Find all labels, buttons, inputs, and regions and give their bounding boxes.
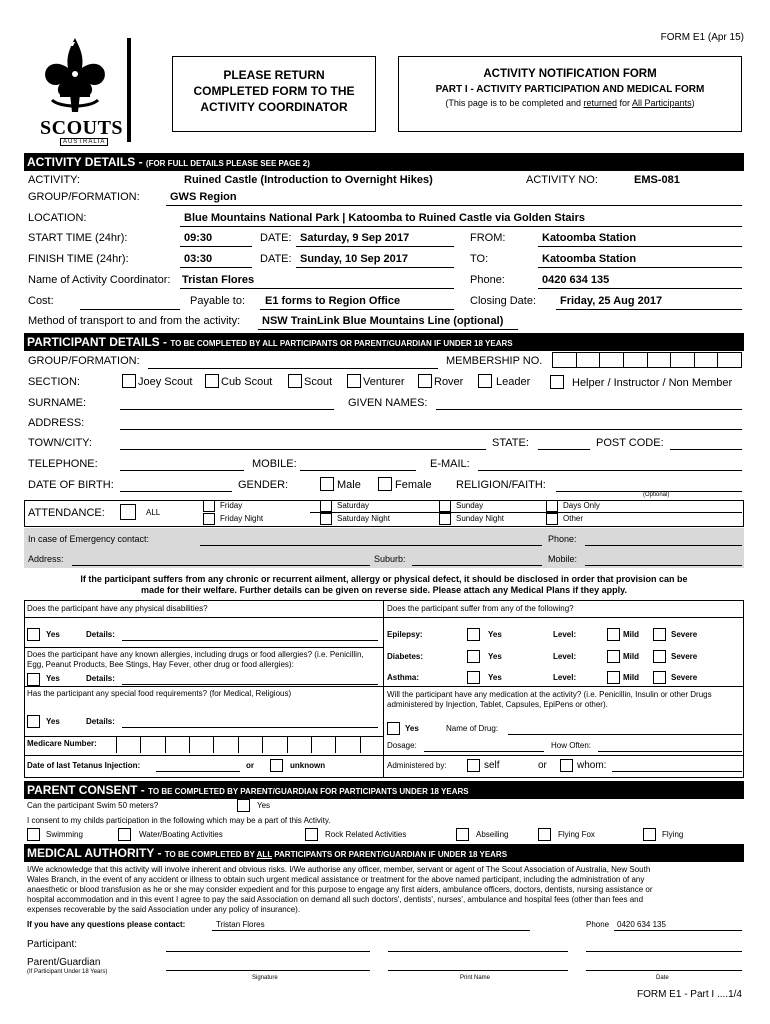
telephone-label: TELEPHONE: — [28, 458, 98, 470]
finish-time-value[interactable]: 03:30 — [184, 253, 213, 265]
questions-phone: 0420 634 135 — [617, 920, 666, 929]
start-date-value[interactable]: Saturday, 9 Sep 2017 — [300, 232, 410, 244]
transport-label: Method of transport to and from the activity: — [28, 315, 241, 327]
closing-date-label: Closing Date: — [470, 295, 537, 307]
diabetes-yes-checkbox[interactable] — [467, 650, 480, 663]
q-allergy: Does the participant have any known allergies, including drugs or food allergies? (i.e. Penicillin, Egg, Peanut Products, Bee Stings, Hay Fever, other drug or food allergies): — [27, 650, 364, 669]
group-label: GROUP/FORMATION: — [28, 191, 140, 203]
diabetes-label: Diabetes: — [387, 652, 424, 661]
parent-consent-heading: PARENT CONSENT - TO BE COMPLETED BY PARENT/GUARDIAN FOR PARTICIPANTS UNDER 18 YEARS — [24, 781, 744, 799]
medical-row-line-3 — [24, 686, 744, 687]
to-value[interactable]: Katoomba Station — [542, 253, 637, 265]
other-checkbox[interactable] — [546, 513, 558, 525]
cub-checkbox[interactable] — [205, 374, 219, 388]
coordinator-value[interactable]: Tristan Flores — [182, 274, 255, 286]
scout-checkbox[interactable] — [288, 374, 302, 388]
activity-no-label: ACTIVITY NO: — [526, 174, 598, 186]
print-name-caption: Print Name — [460, 975, 491, 981]
diabetes-severe-label: Severe — [671, 652, 698, 661]
return-line-3: ACTIVITY COORDINATOR — [200, 100, 348, 114]
disclosure-line-1: If the participant suffers from any chronic or recurrent ailment, allergy or physical defect, it should be disclosed in order that provision can be — [80, 574, 688, 584]
friday-night-label: Friday Night — [220, 514, 264, 523]
q-suffer: Does the participant suffer from any of the following? — [387, 604, 574, 613]
logo-divider — [127, 38, 131, 142]
drug-name-field[interactable] — [508, 734, 742, 735]
page-footer: FORM E1 - Part I ....1/4 — [636, 989, 742, 1000]
form-title: ACTIVITY NOTIFICATION FORM — [483, 68, 657, 80]
swim-yes-checkbox[interactable] — [237, 799, 250, 812]
rover-label: Rover — [434, 376, 464, 388]
swim-question: Can the participant Swim 50 meters? — [27, 801, 159, 810]
parent-date-field[interactable] — [586, 970, 742, 971]
diabetes-level-label: Level: — [553, 652, 577, 661]
medical-authority-heading: MEDICAL AUTHORITY - TO BE COMPLETED BY ALL PARTICIPANTS OR PARENT/GUARDIAN IF UNDER 18 YEARS — [24, 844, 744, 862]
coordinator-line — [180, 288, 454, 289]
emergency-suburb-label: Suburb: — [374, 554, 406, 564]
scout-label: Scout — [304, 376, 333, 388]
dob-label: DATE OF BIRTH: — [28, 479, 114, 491]
authority-text-1: I/We acknowledge that this activity will involve inherent and obvious risks. I/We authorise any officer, member, servant or agent of The Scout Association of Australia, New South — [27, 865, 651, 874]
leader-checkbox[interactable] — [478, 374, 492, 388]
how-often-field[interactable] — [598, 751, 742, 752]
rock-label: Rock Related Activities — [325, 830, 407, 839]
membership-label: MEMBERSHIP NO. — [446, 355, 543, 367]
state-field[interactable] — [538, 449, 590, 450]
attendance-all-label: ALL — [146, 508, 161, 517]
email-label: E-MAIL: — [430, 458, 470, 470]
male-checkbox[interactable] — [320, 477, 334, 491]
friday-night-checkbox[interactable] — [203, 513, 215, 525]
cub-label: Cub Scout — [221, 376, 273, 388]
participant-sign-label: Participant: — [27, 939, 78, 950]
postcode-field[interactable] — [670, 449, 742, 450]
medical-row-line-5 — [24, 755, 744, 756]
attendance-divider — [310, 512, 742, 513]
rover-checkbox[interactable] — [418, 374, 432, 388]
participant-details-heading: PARTICIPANT DETAILS - TO BE COMPLETED BY ALL PARTICIPANTS OR PARENT/GUARDIAN IF UNDER 18 YEARS — [24, 333, 744, 351]
fleur-de-lis-icon — [30, 34, 120, 124]
location-label: LOCATION: — [28, 212, 87, 224]
abseiling-label: Abseiling — [476, 830, 509, 839]
diet-yes-label: Yes — [46, 717, 60, 726]
start-time-line — [180, 246, 252, 247]
postcode-label: POST CODE: — [596, 437, 664, 449]
sunday-night-checkbox[interactable] — [439, 513, 451, 525]
days-only-checkbox[interactable] — [546, 500, 558, 512]
disclosure-line-2: made for their welfare. Further details can be given on reverse side. Please attach any Medical Plans if they apply. — [140, 585, 627, 595]
phone-line — [538, 288, 742, 289]
surname-field[interactable] — [120, 409, 334, 410]
under18-note: (If Participant Under 18 Years) — [27, 969, 108, 975]
tetanus-unknown-label: unknown — [290, 761, 326, 770]
town-field[interactable] — [120, 449, 486, 450]
finish-time-line — [180, 267, 252, 268]
mobile-field[interactable] — [300, 470, 416, 471]
emergency-address-field[interactable] — [72, 565, 370, 566]
cost-label: Cost: — [28, 295, 54, 307]
email-field[interactable] — [478, 470, 742, 471]
emergency-name-field[interactable] — [200, 545, 542, 546]
activity-no-value[interactable]: EMS-081 — [634, 174, 680, 186]
saturday-checkbox[interactable] — [320, 500, 332, 512]
venturer-checkbox[interactable] — [347, 374, 361, 388]
from-value[interactable]: Katoomba Station — [542, 232, 637, 244]
payable-label: Payable to: — [190, 295, 246, 307]
sunday-night-label: Sunday Night — [456, 514, 505, 523]
authority-text-5: expenses recoverable by the said Association under any policy of insurance). — [27, 905, 301, 914]
activity-details-heading: ACTIVITY DETAILS - (FOR FULL DETAILS PLEASE SEE PAGE 2) — [24, 153, 744, 171]
consent-line: I consent to my childs participation in the following which may be a part of this Activity. — [27, 816, 331, 825]
administered-label: Administered by: — [387, 761, 447, 770]
joey-label: Joey Scout — [138, 376, 193, 388]
logo-text: SCOUTS — [40, 117, 124, 139]
medicare-boxes[interactable] — [116, 736, 384, 753]
religion-optional: (Optional) — [643, 492, 670, 498]
q-medication: Will the participant have any medication at the activity? (i.e. Penicillin, Insulin or other Drugs administered by Injection, Tablet, Capsules, EpiPens or other). — [387, 690, 712, 709]
emergency-mobile-label: Mobile: — [548, 554, 578, 564]
payable-line — [260, 309, 454, 310]
q-disability: Does the participant have any physical disabilities? — [27, 604, 208, 613]
administered-or-label: or — [538, 760, 547, 771]
disability-details-field[interactable] — [122, 640, 378, 641]
diet-details-label: Details: — [86, 717, 115, 726]
epilepsy-severe-checkbox[interactable] — [653, 628, 666, 641]
return-line-1: PLEASE RETURN — [223, 68, 325, 82]
disability-yes-label: Yes — [46, 630, 60, 639]
tetanus-or-label: or — [246, 761, 254, 770]
form-id: FORM E1 (Apr 15) — [660, 32, 744, 43]
diabetes-mild-checkbox[interactable] — [607, 650, 620, 663]
asthma-yes-label: Yes — [488, 673, 502, 682]
group-line — [166, 205, 742, 206]
payable-value[interactable]: E1 forms to Region Office — [265, 295, 401, 307]
return-line-2: COMPLETED FORM TO THE — [193, 84, 355, 98]
p-group-field[interactable] — [148, 368, 438, 369]
finish-date-label: DATE: — [260, 253, 292, 265]
form-note: (This page is to be completed and returned for All Participants) — [445, 98, 695, 108]
given-names-field[interactable] — [436, 409, 742, 410]
flying-fox-label: Flying Fox — [558, 830, 595, 839]
flying-fox-checkbox[interactable] — [538, 828, 551, 841]
tetanus-label: Date of last Tetanus Injection: — [27, 761, 141, 770]
saturday-night-checkbox[interactable] — [320, 513, 332, 525]
authority-text-2: Wales Branch, in the event of any accident or illness to obtain such urgent medical assistance or treatment for the above named participant, including the administration of any — [27, 875, 645, 884]
saturday-night-label: Saturday Night — [337, 514, 390, 523]
emergency-phone-label: Phone: — [548, 534, 577, 544]
parent-sign-label: Parent/Guardian — [27, 957, 101, 968]
tetanus-unknown-checkbox[interactable] — [270, 759, 283, 772]
sunday-label: Sunday — [456, 501, 484, 510]
swimming-checkbox[interactable] — [27, 828, 40, 841]
medical-row-line-2 — [24, 647, 384, 648]
friday-label: Friday — [220, 501, 243, 510]
authority-text-3: anaesthetic or blood transfusion as he or she may consider expedient and for this purpose to engage any first aiders, ambulance officers, doctors, dentists, nursing assistance or — [27, 885, 653, 894]
start-time-label: START TIME (24hr): — [28, 232, 128, 244]
diet-yes-checkbox[interactable] — [27, 715, 40, 728]
boating-checkbox[interactable] — [118, 828, 131, 841]
closing-line — [556, 309, 742, 310]
diabetes-mild-label: Mild — [623, 652, 639, 661]
cost-field[interactable] — [80, 309, 180, 310]
swim-yes-label: Yes — [257, 801, 271, 810]
joey-checkbox[interactable] — [122, 374, 136, 388]
dob-field[interactable] — [120, 491, 232, 492]
coordinator-label: Name of Activity Coordinator: — [28, 274, 171, 286]
allergy-details-label: Details: — [86, 674, 115, 683]
male-label: Male — [337, 479, 361, 491]
epilepsy-severe-label: Severe — [671, 630, 698, 639]
medical-row-line-1 — [24, 617, 744, 618]
saturday-label: Saturday — [337, 501, 370, 510]
p-group-label: GROUP/FORMATION: — [28, 355, 140, 367]
emergency-phone-field[interactable] — [585, 545, 742, 546]
friday-checkbox[interactable] — [203, 500, 215, 512]
flying-checkbox[interactable] — [643, 828, 656, 841]
transport-line — [258, 329, 518, 330]
telephone-field[interactable] — [120, 470, 244, 471]
asthma-yes-checkbox[interactable] — [467, 671, 480, 684]
participant-signature-field[interactable] — [166, 951, 370, 952]
address-field[interactable] — [120, 429, 742, 430]
asthma-level-label: Level: — [553, 673, 577, 682]
emergency-address-label: Address: — [28, 554, 64, 564]
other-label: Other — [563, 514, 584, 523]
venturer-label: Venturer — [363, 376, 405, 388]
diabetes-severe-checkbox[interactable] — [653, 650, 666, 663]
town-label: TOWN/CITY: — [28, 437, 92, 449]
questions-label: If you have any questions please contact: — [27, 920, 186, 929]
mobile-label: MOBILE: — [252, 458, 297, 470]
whom-field[interactable] — [612, 771, 742, 772]
epilepsy-label: Epilepsy: — [387, 630, 423, 639]
asthma-severe-checkbox[interactable] — [653, 671, 666, 684]
emergency-mobile-field[interactable] — [585, 565, 742, 566]
scouts-logo — [30, 34, 124, 145]
membership-boxes[interactable] — [552, 352, 742, 368]
disability-details-label: Details: — [86, 630, 115, 639]
self-label: self — [484, 760, 500, 771]
religion-label: RELIGION/FAITH: — [456, 479, 546, 491]
activity-label: ACTIVITY: — [28, 174, 80, 186]
signature-caption: Signature — [252, 975, 278, 981]
gender-label: GENDER: — [238, 479, 289, 491]
epilepsy-mild-checkbox[interactable] — [607, 628, 620, 641]
q-diet: Has the participant any special food requirements? (for Medical, Religious) — [27, 689, 292, 698]
medicare-label: Medicare Number: — [27, 739, 97, 748]
contact-line — [212, 930, 530, 931]
helper-checkbox[interactable] — [550, 375, 564, 389]
authority-text-4: hospital accommodation and in this event I agree to pay the said Association on demand all such doctors', dentists', nurses', ambulance and hospital fees (other than fees and — [27, 895, 644, 904]
epilepsy-mild-label: Mild — [623, 630, 639, 639]
asthma-severe-label: Severe — [671, 673, 698, 682]
medication-yes-label: Yes — [405, 724, 419, 733]
epilepsy-level-label: Level: — [553, 630, 577, 639]
days-only-label: Days Only — [563, 501, 600, 510]
dosage-field[interactable] — [424, 751, 544, 752]
activity-value[interactable]: Ruined Castle (Introduction to Overnight Hikes) — [184, 174, 433, 186]
epilepsy-yes-checkbox[interactable] — [467, 628, 480, 641]
coordinator-phone-label: Phone: — [470, 274, 505, 286]
participant-date-field[interactable] — [586, 951, 742, 952]
tetanus-date-field[interactable] — [156, 771, 240, 772]
sunday-checkbox[interactable] — [439, 500, 451, 512]
dosage-label: Dosage: — [387, 741, 417, 750]
female-checkbox[interactable] — [378, 477, 392, 491]
parent-print-name-field[interactable] — [388, 970, 568, 971]
title-box — [398, 56, 742, 132]
date-caption: Date — [656, 975, 669, 981]
disability-yes-checkbox[interactable] — [27, 628, 40, 641]
flying-label: Flying — [662, 830, 684, 839]
boating-label: Water/Boating Activities — [139, 830, 223, 839]
finish-time-label: FINISH TIME (24hr): — [28, 253, 129, 265]
allergy-yes-checkbox[interactable] — [27, 673, 40, 686]
return-box — [172, 56, 376, 132]
self-checkbox[interactable] — [467, 759, 480, 772]
asthma-mild-checkbox[interactable] — [607, 671, 620, 684]
coordinator-phone-value[interactable]: 0420 634 135 — [542, 274, 610, 286]
allergy-yes-label: Yes — [46, 674, 60, 683]
attendance-all-checkbox[interactable] — [120, 504, 136, 520]
location-value[interactable]: Blue Mountains National Park | Katoomba to Ruined Castle via Golden Stairs — [184, 212, 585, 224]
helper-label: Helper / Instructor / Non Member — [572, 377, 733, 389]
abseiling-checkbox[interactable] — [456, 828, 469, 841]
address-label: ADDRESS: — [28, 417, 85, 429]
emergency-label: In case of Emergency contact: — [28, 534, 150, 544]
from-line — [538, 246, 742, 247]
whom-label: whom: — [577, 760, 607, 771]
allergy-details-field[interactable] — [122, 684, 378, 685]
state-label: STATE: — [492, 437, 529, 449]
group-value[interactable]: GWS Region — [170, 191, 237, 203]
drug-name-label: Name of Drug: — [446, 724, 499, 733]
transport-value[interactable]: NSW TrainLink Blue Mountains Line (optional) — [262, 315, 504, 327]
from-label: FROM: — [470, 232, 506, 244]
surname-label: SURNAME: — [28, 397, 87, 409]
leader-label: Leader — [496, 376, 531, 388]
questions-phone-line — [614, 930, 742, 931]
finish-date-line — [296, 267, 454, 268]
epilepsy-yes-label: Yes — [488, 630, 502, 639]
start-date-label: DATE: — [260, 232, 292, 244]
attendance-label: ATTENDANCE: — [28, 507, 105, 519]
questions-contact: Tristan Flores — [216, 920, 265, 929]
questions-phone-label: Phone — [586, 920, 610, 929]
asthma-mild-label: Mild — [623, 673, 639, 682]
to-label: TO: — [470, 253, 489, 265]
parent-signature-field[interactable] — [166, 970, 370, 971]
closing-date-value[interactable]: Friday, 25 Aug 2017 — [560, 295, 663, 307]
how-often-label: How Often: — [551, 741, 592, 750]
section-label: SECTION: — [28, 376, 80, 388]
diabetes-yes-label: Yes — [488, 652, 502, 661]
given-names-label: GIVEN NAMES: — [348, 397, 428, 409]
female-label: Female — [395, 479, 432, 491]
diet-details-field[interactable] — [122, 727, 378, 728]
to-line — [538, 267, 742, 268]
finish-date-value[interactable]: Sunday, 10 Sep 2017 — [300, 253, 409, 265]
logo-sub: AUSTRALIA — [60, 138, 108, 146]
form-part: PART I - ACTIVITY PARTICIPATION AND MEDICAL FORM — [435, 84, 705, 95]
emergency-suburb-field[interactable] — [412, 565, 542, 566]
medication-yes-checkbox[interactable] — [387, 722, 400, 735]
rock-checkbox[interactable] — [305, 828, 318, 841]
swimming-label: Swimming — [46, 830, 83, 839]
whom-checkbox[interactable] — [560, 759, 573, 772]
start-time-value[interactable]: 09:30 — [184, 232, 213, 244]
start-date-line — [296, 246, 454, 247]
participant-print-name-field[interactable] — [388, 951, 568, 952]
location-line — [180, 226, 742, 227]
asthma-label: Asthma: — [387, 673, 420, 682]
